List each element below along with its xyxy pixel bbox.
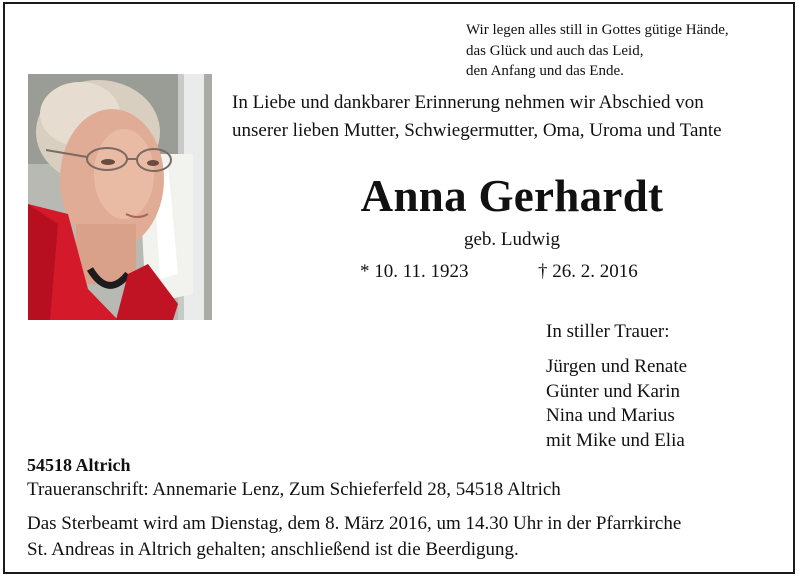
mourners-list — [546, 355, 687, 454]
birth-date: * 10. 11. 1923 — [360, 261, 469, 282]
intro-line: unserer lieben Mutter, Schwiegermutter, Oma, Uroma und Tante — [232, 119, 722, 141]
notice-line: St. Andreas in Altrich gehalten; anschließend ist die Beerdigung. — [27, 539, 519, 560]
place-heading: 54518 Altrich — [27, 455, 131, 475]
portrait-photo — [28, 74, 212, 320]
deceased-name: Anna Gerhardt — [360, 171, 664, 221]
death-date: † 26. 2. 2016 — [538, 261, 638, 282]
mourning-address: Traueranschrift: Annemarie Lenz, Zum Schieferfeld 28, 54518 Altrich — [27, 479, 561, 500]
intro-line: In Liebe und dankbarer Erinnerung nehmen wir Abschied von — [232, 92, 704, 113]
quote-verse — [466, 20, 729, 82]
mourner-entry: Nina und Marius — [546, 405, 675, 427]
quote-line: das Glück und auch das Leid, — [466, 42, 644, 59]
mourning-title: In stiller Trauer: — [546, 321, 670, 342]
farewell-intro — [232, 89, 722, 144]
mourner-entry: mit Mike und Elia — [546, 430, 685, 452]
funeral-notice — [27, 511, 681, 563]
maiden-name: geb. Ludwig — [463, 229, 561, 250]
quote-line: den Anfang und das Ende. — [466, 63, 624, 79]
mourner-entry: Jürgen und Renate — [546, 356, 688, 377]
quote-line: Wir legen alles still in Gottes gütige Hände, — [466, 22, 729, 38]
mourner-entry: Günter und Karin — [546, 380, 681, 402]
notice-line: Das Sterbeamt wird am Dienstag, dem 8. März 2016, um 14.30 Uhr in der Pfarrkirche — [27, 513, 682, 534]
